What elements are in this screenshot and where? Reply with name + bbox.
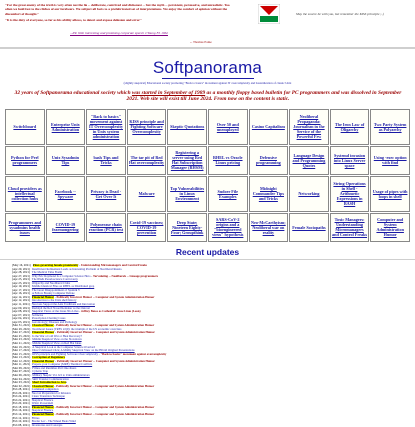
- update-category-link[interactable]: Politically Incorrect Humor -- Computer and System Administration Humor: [56, 324, 155, 328]
- update-date: (Apr 16, 2021): [12, 292, 30, 296]
- nav-link[interactable]: Usage of pipes with loops in shell: [370, 176, 410, 212]
- update-date: (Feb 08, 2021): [12, 423, 30, 427]
- intro-text-end: as a monthly floppy based bulletin for PC programmers and was dissolved in September 2021. Web site will exist till June 2024. From now on the content is static.: [126, 90, 402, 103]
- quote-author: -- Thomas Paine: [190, 40, 212, 44]
- update-date: (Apr 03, 2021): [12, 320, 30, 324]
- nav-link[interactable]: Two Party System as Polyarchy: [370, 109, 410, 145]
- update-date: (Mar 31, 2021): [12, 324, 31, 328]
- update-title-link[interactable]: Classical Humor: [32, 384, 54, 388]
- update-title-link[interactable]: Neocon Preparation for Infusion: [31, 391, 71, 395]
- update-date: (Feb 12, 2021): [12, 416, 30, 420]
- nav-link[interactable]: Covid-19 vaccines; COVID-19 prevention: [127, 213, 167, 242]
- update-date: (Apr 11, 2021): [12, 303, 30, 307]
- update-separator: -: [78, 264, 81, 267]
- nav-link[interactable]: Switchboard: [5, 109, 45, 145]
- update-separator: -: [53, 384, 57, 388]
- update-date: (Feb 26, 2021): [12, 391, 30, 395]
- update-date: (Mar 23, 2021): [12, 338, 31, 342]
- update-date: (Mar 12, 2021): [12, 359, 31, 363]
- update-title-link[interactable]: Skeptical Finance: [31, 398, 54, 402]
- update-date: (Mar 27, 2021): [12, 331, 31, 335]
- nav-link[interactable]: Neoliberal Propaganda: Journalism in the Service of the Powerful Few: [289, 109, 329, 145]
- update-category-link[interactable]: Politically Incorrect Humor -- Computer and System Administration Humor: [56, 295, 155, 299]
- update-date: (Apr 25, 2021): [12, 278, 30, 282]
- update-date: (Feb 24, 2021): [12, 395, 30, 399]
- update-title-link[interactable]: Fines governing female promiscuity: [32, 264, 79, 267]
- update-title-link[interactable]: Financial Humor: [31, 405, 54, 409]
- nav-link[interactable]: Registering a server using Red Hat Subscription Manager (RHSM): [167, 146, 207, 175]
- nav-link[interactable]: "Back to basics" movement against IT Overcomplexity in Unix system administration: [86, 109, 126, 145]
- site-tagline: May the source be with you, but remember the KISS principle ;-): [296, 12, 384, 16]
- nav-link[interactable]: Casino Capitalism: [249, 109, 289, 145]
- update-title-link[interactable]: Middle Skeptical View on Red Hat Ideas: [32, 342, 82, 346]
- update-title-link[interactable]: The Medical Time Bomb: [31, 271, 63, 275]
- recent-divider: [0, 259, 415, 260]
- nav-link[interactable]: Over 50 and unemployed: [208, 109, 248, 145]
- update-title-link[interactable]: Middle Skeptical View on the Slowdown: [32, 338, 82, 342]
- update-date: (Apr 23, 2021): [12, 281, 30, 285]
- update-category-link[interactable]: Politically Incorrect Humor -- Computer and System Administration Humor: [56, 359, 155, 363]
- update-date: (Mar 15, 2021): [12, 352, 31, 356]
- nav-link[interactable]: Top Vulnerabilities in Linux Environment: [167, 176, 207, 212]
- update-title-link[interactable]: Wmic Powershell: [31, 402, 54, 406]
- nav-link[interactable]: Language Design and Programming Quotes: [289, 146, 329, 175]
- update-category-link[interactable]: Politically Incorrect Humor -- Computer and System Administration Humor: [56, 405, 155, 409]
- update-title-link[interactable]: Neocons Support the Axis Traditions and Innovation: [31, 303, 95, 307]
- site-subtitle: (slightly skeptical) Educational society promoting "Back to basics" movement against IT overcomplexity and bastardization of classic Unix: [123, 81, 292, 85]
- update-date: (Mar 02, 2021): [12, 384, 31, 388]
- update-title-link[interactable]: Prepare your Computer (MRE) Thermal Conflicts: [32, 363, 93, 367]
- update-title-link[interactable]: Insufficient Refinement Leads as Interesting Problem of Neoliberal Russia: [31, 267, 122, 271]
- recent-updates-heading: Recent updates: [175, 247, 240, 257]
- update-title-link[interactable]: Skeptical Views of the Lines Nio Lifes: [31, 310, 79, 314]
- header-quote: [5, 3, 235, 22]
- nav-link[interactable]: COVID-19 fearmongering: [46, 213, 86, 242]
- update-date: (Mar 19, 2021): [12, 345, 31, 349]
- update-separator: -: [90, 274, 93, 278]
- update-title-link[interactable]: Direct Unbiased Click; A Mildly Skeptical View on the Hibrid Original Presentations: [32, 349, 135, 353]
- update-date: (Feb 18, 2021): [12, 405, 30, 409]
- update-date: (Feb 20, 2021): [12, 402, 30, 406]
- update-date: (Apr 19, 2021): [12, 285, 30, 289]
- update-date: (Mar 04, 2021): [12, 377, 31, 381]
- nav-link[interactable]: String Operations in Shell - Arithmetic Expressions in BASH: [330, 176, 370, 212]
- nav-link[interactable]: The Iron Law of Oligarchy: [330, 109, 370, 145]
- update-date: (Apr 17, 2021): [12, 288, 30, 292]
- nav-link[interactable]: RHEL vs Oracle Linux pricing: [208, 146, 248, 175]
- nav-link[interactable]: Unix Sysadmin Tips: [46, 146, 86, 175]
- update-date: (Apr 12, 2021): [12, 299, 30, 303]
- update-title-link[interactable]: Corruption of Regulators: [32, 356, 65, 360]
- update-date: (Mar 07, 2021): [12, 370, 31, 374]
- update-title-link[interactable]: Skill Transfer Communication: [32, 377, 69, 381]
- update-title-link[interactable]: Why Eric Raymond Is a Computer Science Hero: [31, 274, 91, 278]
- nav-link[interactable]: Using -exec option with find: [370, 146, 410, 175]
- nav-link[interactable]: bash Tips and Tricks: [86, 146, 126, 175]
- update-title-link[interactable]: Skeptical Finance: [31, 409, 54, 413]
- update-date: (Apr 14, 2021): [12, 295, 30, 299]
- nav-link[interactable]: Toxic Managers: Understanding Micromanagers and Control Freaks: [330, 213, 370, 242]
- update-title-link[interactable]: Prescription Charting Cases: [31, 317, 66, 321]
- nav-row: [5, 146, 410, 175]
- nav-link[interactable]: Enterprise Unix Administration: [46, 109, 86, 145]
- nav-link[interactable]: Malware: [127, 176, 167, 212]
- update-title-link[interactable]: Neoliberal Issues (TRES 22(0): the triumph of the US economic overclass: [32, 327, 122, 331]
- update-separator: -: [53, 324, 57, 328]
- update-title-link[interactable]: Softnews: [31, 313, 44, 317]
- nav-link[interactable]: Midnight Commander Tips and Tricks: [249, 176, 289, 212]
- update-title-link[interactable]: The IPAK Pseudoscience Controversy: [31, 278, 78, 282]
- update-title-link[interactable]: A Skeptical Look at the Computer Science Overlord: [32, 345, 95, 349]
- update-date: (Feb 28, 2021): [12, 388, 30, 392]
- update-title-link[interactable]: Oligarchy and Neoliberal Clubs: [31, 281, 71, 285]
- nav-link[interactable]: Facebook -- Spyware: [46, 176, 86, 212]
- softpanorama-logo-icon: [258, 4, 280, 24]
- update-date: (Mar 17, 2021): [12, 349, 31, 353]
- nav-link[interactable]: Sudoer File Examples: [208, 176, 248, 212]
- update-separator: -: [78, 310, 82, 314]
- page-title: Softpanorama: [152, 58, 263, 77]
- update-title-link[interactable]: Cyberia Trap: [32, 370, 48, 374]
- update-separator: -: [53, 412, 57, 416]
- update-category-link[interactable]: "Back to basics" movement against overcomplexity: [100, 352, 167, 356]
- update-separator: -: [54, 331, 57, 335]
- update-title-link[interactable]: Financial Humor: [31, 412, 54, 416]
- nav-link[interactable]: KISS principle and Fighting Software Overcomplexity: [127, 109, 167, 145]
- update-date: (Mar 13, 2021): [12, 356, 31, 360]
- update-title-link[interactable]: Inventories and Concepts: [31, 423, 63, 427]
- update-title-link[interactable]: Fifties: [31, 416, 40, 420]
- topic-nav-table: [4, 108, 411, 243]
- update-date: (Feb 22, 2021): [12, 398, 30, 402]
- intro-start-date-link[interactable]: was started in September of 1989: [131, 90, 206, 96]
- update-separator: -: [53, 405, 57, 409]
- nav-link[interactable]: Python for Perl programmers: [5, 146, 45, 175]
- nav-link[interactable]: SARS-CoV-2 origins and a "bioengineered virus" hypothesis: [208, 213, 248, 242]
- nav-link[interactable]: Skeptic Quotations: [167, 109, 207, 145]
- update-separator: -: [98, 352, 101, 356]
- update-date: (Apr 29, 2021): [12, 267, 30, 271]
- update-category-link[interactable]: Politically Incorrect Humor -- Computer and System Administration Humor: [56, 331, 155, 335]
- nav-row: [5, 213, 410, 242]
- update-title-link[interactable]: Rudolph the Red Nosed Reindeer as the Outcast: [31, 306, 90, 310]
- update-date: (Mar 03, 2021): [12, 381, 31, 385]
- nav-link[interactable]: Deep State; Nineteen Eighty-Four; Groupthink: [167, 213, 207, 242]
- update-separator: -: [54, 359, 57, 363]
- update-title-link[interactable]: Middle Identical Files on RHEL as Distributed grep: [31, 285, 95, 289]
- nav-link[interactable]: Polymerase chain reaction (PCR) test: [86, 213, 126, 242]
- update-date: (May 16, 2021): [12, 264, 31, 267]
- update-date: (Mar 21, 2021): [12, 342, 31, 346]
- update-separator: -: [54, 295, 57, 299]
- update-date: (Mar 25, 2021): [12, 334, 31, 338]
- quote-source-link[interactable]: ...Ple little interesting and promising corporate speech J.Young FL 1962: [70, 31, 168, 35]
- quote-line-1: "For the great enemy of the truth is very often not the lie -- deliberate, contrived and dishonest -- but the myth -- persistent, persuasive, and unrealistic. Too often we hold fast to the cliches of our forebears. We subject all facts to a prefabricated set of interpretations. We enjoy the comfort of opinion without the discomfort of thought.": [5, 3, 230, 16]
- update-date: (Mar 09, 2021): [12, 366, 31, 370]
- update-title-link[interactable]: Military Skeptic Vol. 6/2 to Unix administrators: [32, 373, 90, 377]
- update-title-link[interactable]: KISS principle and Fighting Software Overcomplexity: [32, 352, 98, 356]
- update-date: (Apr 27, 2021): [12, 274, 30, 278]
- update-title-link[interactable]: Short Introduction to Java: [32, 381, 67, 385]
- update-title-link[interactable]: Financial Humor: [32, 359, 55, 363]
- update-date: (Apr 04, 2021): [12, 317, 30, 321]
- update-date: (Apr 07, 2021): [12, 313, 30, 317]
- update-date: (Mar 11, 2021): [12, 363, 31, 367]
- update-title-link[interactable]: Is the War a Cold War or Heat Recovery?: [32, 334, 82, 338]
- update-title-link[interactable]: Financial Humor: [31, 295, 55, 299]
- update-title-link[interactable]: Introduction to the Unix shell history: [31, 299, 77, 303]
- update-title-link[interactable]: Financial Humor: [32, 331, 55, 335]
- nav-row: [5, 109, 410, 145]
- intro-text-start: 32 years of Softpanorama educational society which: [14, 90, 132, 96]
- update-title-link[interactable]: The Great Disappointment of Sputnik V: [31, 288, 81, 292]
- update-category-link[interactable]: Politically Incorrect Humor -- Computer and System Administration Humor: [56, 384, 155, 388]
- quote-line-2: "It is the duty of everyone, so far as his ability allows, to detect and expose delusion and error": [5, 17, 142, 22]
- nav-link[interactable]: The tar pit of Red Hat overcomplexity: [127, 146, 167, 175]
- nav-link[interactable]: Networking: [289, 176, 329, 212]
- update-date: (Feb 16, 2021): [12, 409, 30, 413]
- update-date: (Mar 06, 2021): [12, 373, 31, 377]
- update-category-link[interactable]: Tarvulating -- Neoliberals -- Lineage programmers: [93, 274, 159, 278]
- nav-link[interactable]: Systemd invasion into Linux Server space: [330, 146, 370, 175]
- nav-link[interactable]: Defensive programming: [249, 146, 289, 175]
- update-date: (Feb 14, 2021): [12, 412, 30, 416]
- update-date: (Apr 08, 2021): [12, 310, 30, 314]
- update-date: (Apr 28, 2021): [12, 271, 30, 275]
- nav-row: [5, 176, 410, 212]
- title-underline: [162, 78, 254, 79]
- nav-link[interactable]: Computer and System Administration Humor: [370, 213, 410, 242]
- update-date: (Apr 09, 2021): [12, 306, 30, 310]
- nav-link[interactable]: Programmers and sysadmins health issues: [5, 213, 45, 242]
- nav-link[interactable]: Cloud providers as intellectual collection hubs: [5, 176, 45, 212]
- update-category-link[interactable]: Understanding Micromanagers and Control Freaks: [80, 264, 147, 267]
- update-title-link[interactable]: Border Lev - The Wheel Beats Wind: [31, 420, 76, 424]
- header-divider: [0, 47, 415, 49]
- update-title-link[interactable]: A Fellow Bounty Computer Debate: [31, 292, 75, 296]
- nav-link[interactable]: Female Sociopaths: [289, 213, 329, 242]
- update-category-link[interactable]: Jeffrey Bezos as Cathedral: Jesse Lines (Leon): [81, 310, 141, 314]
- update-list-item: [12, 424, 415, 427]
- update-date: (Mar 29, 2021): [12, 327, 31, 331]
- update-title-link[interactable]: Classical Humor: [32, 324, 54, 328]
- recent-updates-list: [6, 264, 415, 427]
- intro-notice: [8, 90, 408, 103]
- update-date: (Feb 10, 2021): [12, 420, 30, 424]
- update-title-link[interactable]: Gerontology; Diseases and Pathology: [31, 320, 78, 324]
- update-title-link[interactable]: Command completion: [31, 388, 59, 392]
- update-title-link[interactable]: Clean Transition Technique: [31, 395, 65, 399]
- update-title-link[interactable]: Fifties and Runtimes Perl One-liners: [32, 366, 77, 370]
- update-category-link[interactable]: Politically Incorrect Humor -- Computer and System Administration Humor: [56, 412, 155, 416]
- nav-link[interactable]: Neo-McCarthyism; Neoliberal war on reality: [249, 213, 289, 242]
- nav-link[interactable]: Privacy is Dead - Get Over It: [86, 176, 126, 212]
